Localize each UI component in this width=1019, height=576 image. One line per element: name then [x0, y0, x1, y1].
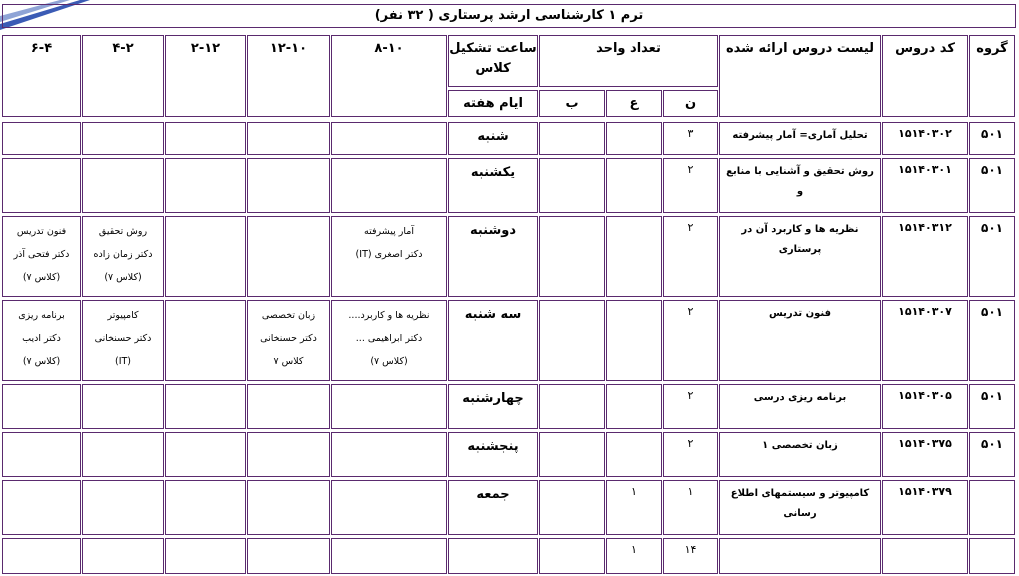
schedule-cell-line: زبان تخصصی	[261, 310, 316, 321]
table-row-day: چهارشنبه	[448, 384, 538, 429]
table-row-units-a	[606, 122, 662, 155]
totals-empty-cell	[2, 538, 81, 574]
table-row-units-n: ۱	[663, 480, 718, 535]
schedule-cell-t2_4	[82, 216, 164, 297]
schedule-cell-t12_2	[165, 384, 246, 429]
schedule-cell-line: دکتر زمان زاده	[93, 249, 153, 260]
table-row-code: ۱۵۱۴۰۳۱۲	[882, 216, 968, 297]
table-row-units-n: ۲	[663, 432, 718, 477]
table-row-units-n: ۳	[663, 122, 718, 155]
schedule-cell-t10_12	[247, 216, 330, 297]
header-code: کد دروس	[882, 35, 968, 117]
table-row-units-a	[606, 432, 662, 477]
schedule-cell-t4_6	[2, 158, 81, 213]
totals-empty-cell	[165, 538, 246, 574]
schedule-cell-t4_6	[2, 216, 81, 297]
table-row-course: تحلیل آماری= آمار پیشرفته	[719, 122, 881, 155]
schedule-cell-t8_10	[331, 480, 447, 535]
table-row-code: ۱۵۱۴۰۳۰۵	[882, 384, 968, 429]
table-row-day: پنجشنبه	[448, 432, 538, 477]
schedule-cell-t10_12	[247, 432, 330, 477]
table-row-group: ۵۰۱	[969, 122, 1015, 155]
table-row-group: ۵۰۱	[969, 216, 1015, 297]
table-row-units-b	[539, 216, 605, 297]
schedule-cell-line: روش تحقیق	[98, 226, 148, 237]
schedule-cell-t12_2	[165, 300, 246, 381]
schedule-cell-line: دکتر حسنخانی	[260, 333, 317, 344]
header-hours-line1: ساعت تشکیل	[449, 41, 537, 56]
schedule-cell-t2_4	[82, 384, 164, 429]
table-row-code: ۱۵۱۴۰۳۰۷	[882, 300, 968, 381]
schedule-cell-t4_6	[2, 122, 81, 155]
schedule-cell-line: (IT)	[114, 356, 132, 367]
schedule-cell-line: دکتر ابراهیمی ...	[355, 333, 423, 344]
header-time-t12_2: ۲-۱۲	[165, 35, 246, 117]
schedule-cell-t2_4	[82, 480, 164, 535]
table-row-day: یکشنبه	[448, 158, 538, 213]
table-row-units-a	[606, 384, 662, 429]
schedule-cell-t10_12	[247, 480, 330, 535]
schedule-cell-line: دکتر حسنخانی	[94, 333, 152, 344]
schedule-cell-line: (کلاس ۷)	[22, 356, 61, 367]
totals-empty-cell	[539, 538, 605, 574]
table-row-code: ۱۵۱۴۰۳۷۹	[882, 480, 968, 535]
table-row-code: ۱۵۱۴۰۳۰۲	[882, 122, 968, 155]
table-row-group: ۵۰۱	[969, 432, 1015, 477]
schedule-cell-t4_6	[2, 300, 81, 381]
totals-empty-cell	[82, 538, 164, 574]
table-row-group: ۵۰۱	[969, 158, 1015, 213]
header-units: تعداد واحد	[539, 35, 718, 87]
schedule-cell-t2_4	[82, 432, 164, 477]
header-units-b: ب	[539, 90, 605, 117]
table-row-group: ۵۰۱	[969, 384, 1015, 429]
table-row-day: جمعه	[448, 480, 538, 535]
totals-empty-cell	[448, 538, 538, 574]
header-units-n: ن	[663, 90, 718, 117]
totals-empty-cell	[882, 538, 968, 574]
table-row-units-b	[539, 480, 605, 535]
table-row-day: دوشنبه	[448, 216, 538, 297]
table-row-units-b	[539, 300, 605, 381]
header-time-t4_6: ۶-۴	[2, 35, 81, 117]
header-time-t10_12: ۱۲-۱۰	[247, 35, 330, 117]
table-row-units-a: ۱	[606, 480, 662, 535]
schedule-cell-t12_2	[165, 158, 246, 213]
table-row-day: سه شنبه	[448, 300, 538, 381]
schedule-cell-t12_2	[165, 216, 246, 297]
schedule-cell-line: دکتر ادیب	[22, 333, 61, 344]
table-row-course: زبان تخصصی ۱	[719, 432, 881, 477]
schedule-cell-t2_4	[82, 300, 164, 381]
table-row-units-b	[539, 158, 605, 213]
schedule-cell-t8_10	[331, 300, 447, 381]
schedule-cell-t2_4	[82, 122, 164, 155]
schedule-cell-t4_6	[2, 432, 81, 477]
schedule-cell-line: (کلاس ۷)	[22, 272, 61, 283]
schedule-cell-line: دکتر فتحی آذر	[13, 249, 70, 260]
schedule-cell-line: فنون تدریس	[16, 226, 67, 237]
header-group: گروه	[969, 35, 1015, 117]
table-row-units-a	[606, 216, 662, 297]
table-row-units-n: ۲	[663, 384, 718, 429]
totals-empty-cell	[969, 538, 1015, 574]
table-row-units-n: ۲	[663, 216, 718, 297]
header-days: ایام هفته	[448, 90, 538, 117]
table-row-code: ۱۵۱۴۰۳۷۵	[882, 432, 968, 477]
header-hours-line2: کلاس	[475, 61, 511, 76]
header-time-t2_4: ۴-۲	[82, 35, 164, 117]
table-row-course: کامپیوتر و سیستمهای اطلاع رسانی	[719, 480, 881, 535]
table-row-units-b	[539, 432, 605, 477]
schedule-cell-line: کامپیوتر	[107, 310, 139, 321]
schedule-cell-t12_2	[165, 122, 246, 155]
totals-units-a: ۱	[606, 538, 662, 574]
schedule-cell-line: کلاس ۷	[273, 356, 304, 367]
table-row-course: فنون تدریس	[719, 300, 881, 381]
header-units-a: ع	[606, 90, 662, 117]
schedule-cell-t8_10	[331, 216, 447, 297]
table-row-course: روش تحقیق و آشنایی با منابع و	[719, 158, 881, 213]
schedule-cell-t4_6	[2, 480, 81, 535]
table-row-units-b	[539, 384, 605, 429]
table-row-units-n: ۲	[663, 158, 718, 213]
totals-empty-cell	[719, 538, 881, 574]
table-row-course: نظریه ها و کاربرد آن در پرستاری	[719, 216, 881, 297]
schedule-cell-t10_12	[247, 122, 330, 155]
table-row-units-b	[539, 122, 605, 155]
header-time-t8_10: ۸-۱۰	[331, 35, 447, 117]
schedule-cell-t10_12	[247, 158, 330, 213]
schedule-cell-t12_2	[165, 432, 246, 477]
header-courses: لیست دروس ارائه شده	[719, 35, 881, 117]
table-row-units-a	[606, 158, 662, 213]
schedule-cell-line: (کلاس ۷)	[370, 356, 408, 367]
schedule-cell-t4_6	[2, 384, 81, 429]
table-row-units-n: ۲	[663, 300, 718, 381]
schedule-cell-t10_12	[247, 384, 330, 429]
schedule-cell-line: دکتر اصغری (IT)	[355, 249, 423, 260]
schedule-cell-t8_10	[331, 158, 447, 213]
schedule-cell-t12_2	[165, 480, 246, 535]
page-title: ترم ۱ کارشناسی ارشد پرستاری ( ۳۲ نفر)	[2, 4, 1016, 28]
table-row-day: شنبه	[448, 122, 538, 155]
table-row-units-a	[606, 300, 662, 381]
table-row-group	[969, 480, 1015, 535]
schedule-cell-line: نظریه ها و کاربرد....	[348, 310, 430, 321]
schedule-cell-line: آمار پیشرفته	[364, 226, 414, 237]
schedule-cell-t10_12	[247, 300, 330, 381]
schedule-cell-t8_10	[331, 432, 447, 477]
schedule-cell-t8_10	[331, 384, 447, 429]
totals-empty-cell	[331, 538, 447, 574]
schedule-cell-line: برنامه ریزی	[18, 310, 65, 321]
header-hours	[448, 35, 538, 87]
totals-units-n: ۱۴	[663, 538, 718, 574]
totals-empty-cell	[247, 538, 330, 574]
schedule-cell-t8_10	[331, 122, 447, 155]
table-row-course: برنامه ریزی درسی	[719, 384, 881, 429]
table-row-code: ۱۵۱۴۰۳۰۱	[882, 158, 968, 213]
table-row-group: ۵۰۱	[969, 300, 1015, 381]
schedule-cell-line: (کلاس ۷)	[104, 272, 142, 283]
schedule-cell-t2_4	[82, 158, 164, 213]
